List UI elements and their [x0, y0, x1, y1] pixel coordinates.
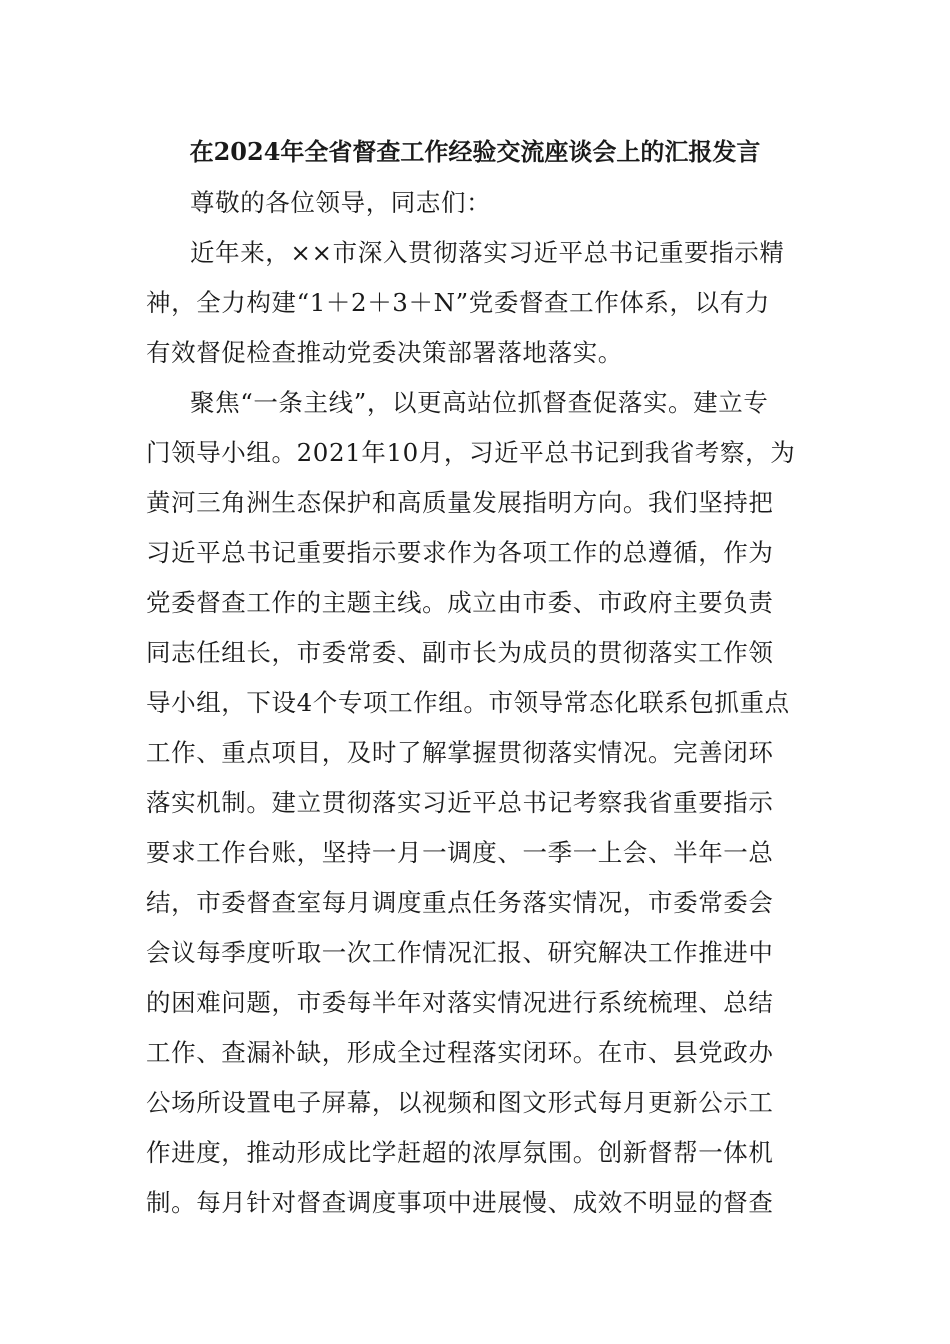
body-text-line: 神，全力构建“1＋2＋3＋N”党委督查工作体系，以有力 — [146, 288, 770, 317]
body-text-line: 习近平总书记重要指示要求作为各项工作的总遵循，作为 — [146, 538, 774, 567]
body-text-line: 黄河三角洲生态保护和高质量发展指明方向。我们坚持把 — [146, 488, 774, 517]
body-text-line: 同志任组长，市委常委、副市长为成员的贯彻落实工作领 — [146, 638, 774, 667]
body-text-line: 党委督查工作的主题主线。成立由市委、市政府主要负责 — [146, 588, 774, 617]
body-text-line: 落实机制。建立贯彻落实习近平总书记考察我省重要指示 — [146, 788, 774, 817]
body-text-line: 结，市委督查室每月调度重点任务落实情况，市委常委会 — [146, 888, 774, 917]
body-text-line: 制。每月针对督查调度事项中进展慢、成效不明显的督查 — [146, 1188, 774, 1217]
body-text-line: 门领导小组。2021年10月，习近平总书记到我省考察，为 — [146, 438, 796, 467]
body-text-line: 作进度，推动形成比学赶超的浓厚氛围。创新督帮一体机 — [146, 1138, 774, 1167]
document-title: 在2024年全省督查工作经验交流座谈会上的汇报发言 — [189, 137, 761, 166]
body-text-line: 工作、重点项目，及时了解掌握贯彻落实情况。完善闭环 — [146, 738, 774, 767]
salutation-line: 尊敬的各位领导，同志们： — [190, 188, 492, 217]
body-text-line: 会议每季度听取一次工作情况汇报、研究解决工作推进中 — [146, 938, 774, 967]
body-text-line: 导小组，下设4个专项工作组。市领导常态化联系包抓重点 — [146, 688, 790, 717]
body-text-line: 公场所设置电子屏幕，以视频和图文形式每月更新公示工 — [146, 1088, 774, 1117]
body-text-line: 要求工作台账，坚持一月一调度、一季一上会、半年一总 — [146, 838, 774, 867]
body-text-line: 有效督促检查推动党委决策部署落地落实。 — [146, 338, 623, 367]
body-text-line: 工作、查漏补缺，形成全过程落实闭环。在市、县党政办 — [146, 1038, 774, 1067]
body-text-line: 近年来，××市深入贯彻落实习近平总书记重要指示精 — [190, 238, 785, 267]
body-text-line: 的困难问题，市委每半年对落实情况进行系统梳理、总结 — [146, 988, 774, 1017]
body-text-line: 聚焦“一条主线”，以更高站位抓督查促落实。建立专 — [190, 388, 769, 417]
